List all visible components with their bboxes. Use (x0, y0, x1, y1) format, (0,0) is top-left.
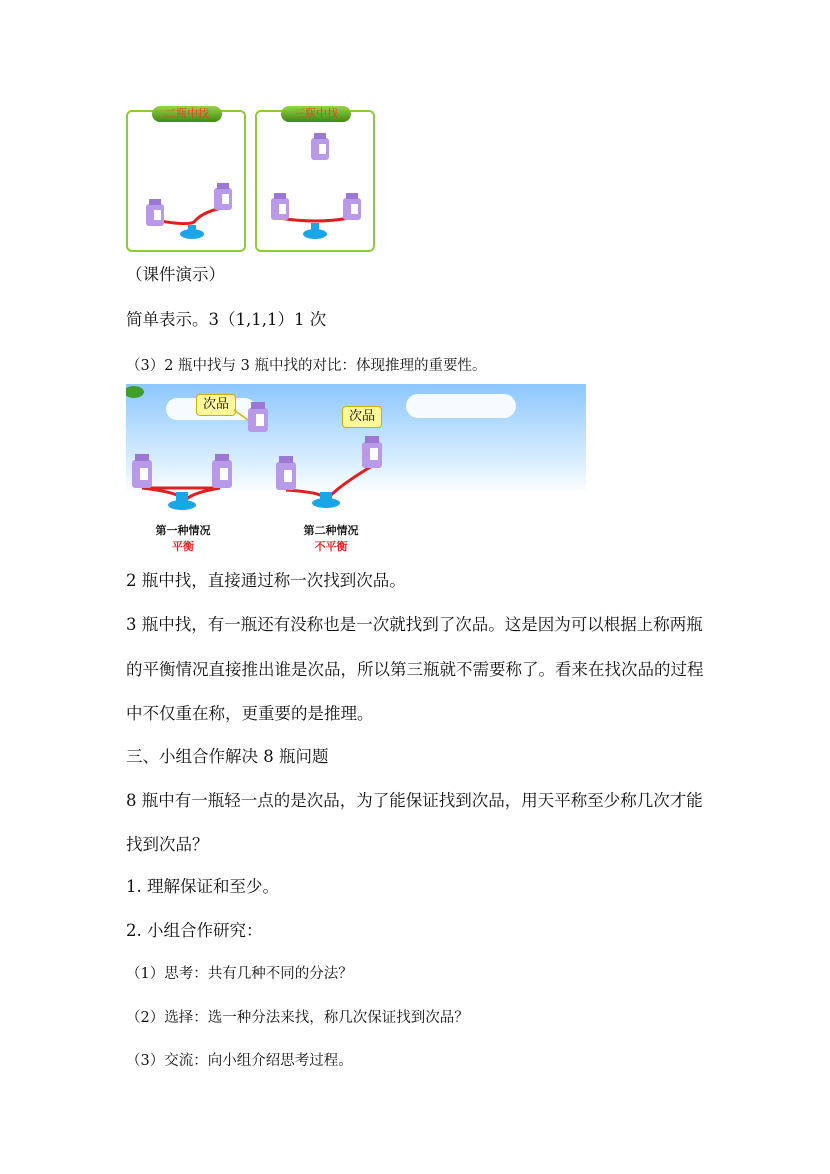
panel-three-bottles (255, 107, 375, 252)
problem-line1: 8 瓶中有一瓶轻一点的是次品，为了能保证找到次品，用天平称至少称几次才能 (126, 791, 703, 810)
case1-title: 第一种情况 (155, 524, 211, 537)
item3-heading: （3）2 瓶中找与 3 瓶中找的对比：体现推理的重要性。 (126, 358, 487, 374)
case1-state: 平衡 (172, 540, 194, 552)
bottle-icon (212, 454, 232, 488)
defective-callout-right: 次品 (342, 406, 382, 428)
comparison-figure (126, 384, 586, 552)
sub-step3: （3）交流：向小组介绍思考过程。 (126, 1053, 353, 1069)
sub-step2: （2）选择：选一种分法来找，称几次保证找到次品？ (126, 1010, 469, 1026)
para-three-bottles-line1: 3 瓶中找，有一瓶还有没称也是一次就找到了次品。这是因为可以根据上称两瓶 (126, 615, 703, 634)
bottle-icon (214, 183, 232, 210)
bottle-icon (343, 193, 361, 220)
para-three-bottles-line3: 中不仅重在称，更重要的是推理。 (126, 704, 374, 723)
panel-two-bottles (126, 107, 246, 252)
bottle-icon (276, 456, 296, 490)
problem-line2: 找到次品？ (126, 835, 209, 854)
sub-step1: （1）思考：共有几种不同的分法？ (126, 966, 353, 982)
balance-two-bottles-illustration (128, 112, 244, 250)
caption-demo: （课件演示） (126, 265, 225, 284)
bottle-icon (362, 436, 382, 468)
case1-caption (138, 522, 228, 552)
defective-callout-left: 次品 (196, 394, 236, 416)
case2-caption (286, 522, 376, 552)
bottle-icon (271, 193, 289, 220)
step2: 2. 小组合作研究： (126, 921, 263, 940)
para-two-bottles: 2 瓶中找，直接通过称一次找到次品。 (126, 571, 406, 590)
step1: 1. 理解保证和至少。 (126, 877, 279, 896)
case2-state: 不平衡 (314, 540, 348, 552)
case2-title: 第二种情况 (303, 524, 359, 537)
bottle-icon (132, 454, 152, 488)
panel-three-bottles-title: 三瓶中找 (281, 106, 351, 122)
bottle-icon (248, 402, 268, 432)
para-three-bottles-line2: 的平衡情况直接推出谁是次品，所以第三瓶就不需要称了。看来在找次品的过程 (126, 660, 704, 679)
balance-three-bottles-illustration (257, 112, 373, 250)
bottle-icon (146, 199, 164, 226)
bottle-icon (311, 133, 329, 160)
section3-title: 三、小组合作解决 8 瓶问题 (126, 747, 329, 766)
simple-representation: 简单表示。3（1,1,1）1 次 (126, 310, 327, 329)
panel-two-bottles-title: 二瓶中找 (152, 106, 222, 122)
